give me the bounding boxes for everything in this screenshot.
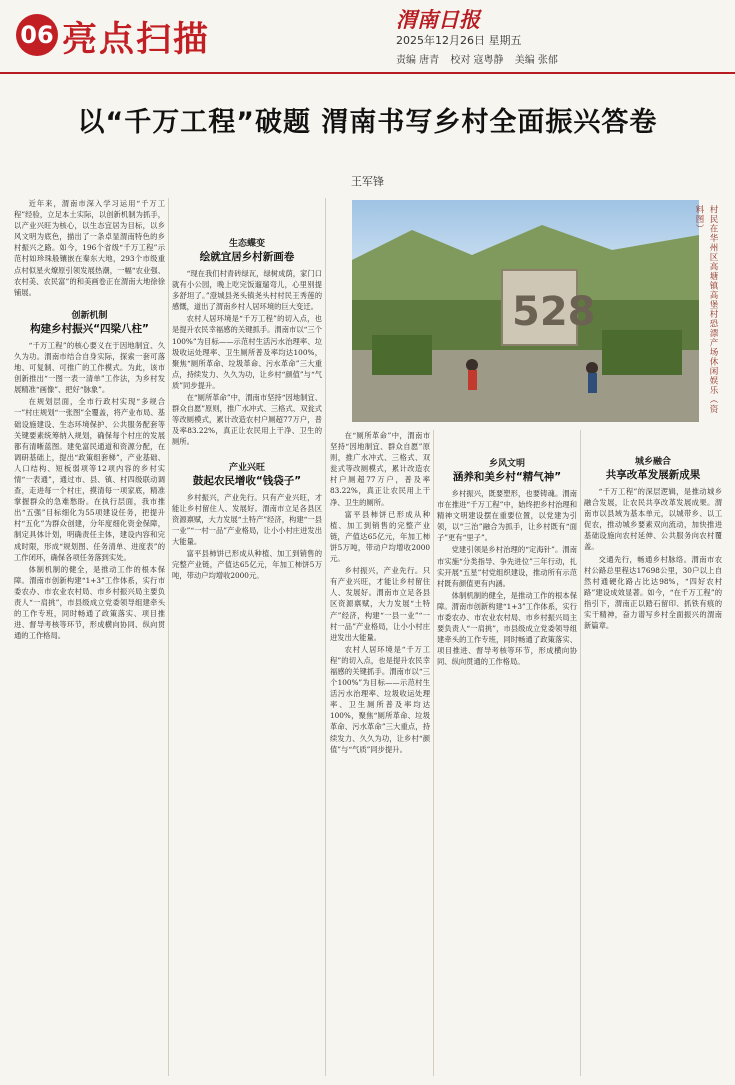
paragraph: 农村人居环境是“千万工程”的切入点，也是提升农民幸福感的关键抓手。渭南市以“三个100%”为目标——示范村生活污水治理率、垃圾收运处理率、卫生厕所普及率均达100%，聚焦“厕所革命、垃圾革命、污水革命”三大重点，持续发力、久久为功，让乡村“颜值”与“气质”同步提升。 (330, 644, 430, 754)
paragraph: 在“厕所革命”中，渭南市坚持“因地制宜、群众自愿”原则，推广水冲式、三格式、双瓮式等改厕模式，累计改造农村户厕超77万户，普及率83.22%，真正让农民用上干净、卫生的厕所。 (330, 431, 430, 507)
paragraph: 富平县柿饼已形成从种植、加工到销售的完整产业链，产值达65亿元，年加工柿饼5万吨，带动户均增收2000元。 (330, 509, 430, 564)
village-photo-illustration (352, 200, 699, 422)
photo-caption: 村民在华州区高塘镇高堡村恐漂产场休闲娱乐（资料图） (694, 205, 718, 414)
section-title-ecology: 绘就宜居乡村新画卷 (199, 251, 295, 263)
paragraph: 富平县柿饼已形成从种植、加工到销售的完整产业链，产值达65亿元，年加工柿饼5万吨，带动户均增收2000元。 (172, 548, 322, 581)
paragraph: 在规划层面，全市行政村实现“多规合一”村庄规划“一张图”全覆盖，将产业布局、基础设施建设、生态环境保护、公共服务配套等关键要素统筹纳入规划，确保每个村庄的发展都有清晰蓝图。建免富民通道和资源分配，在调研基础上，提出“政策组套梯”，产业基础、人口结构、短板弱项等12项内容的乡村实情“一表通”，通过市、县、镇、村四级联动调查，走进每一个村庄，摸清每一项家底，精准掌握群众的急难愁盼。在执行层面，我市推出“五强”目标细化为55项建设任务，把提升村“五化”为群众创建，分年度细化资金保障，制定具体计划，明确责任主体，建设内容和完成时限，形成“规划图、任务清单、进度表”的工作闭环，确保各项任务落到实处。 (14, 397, 165, 562)
paragraph: 体制机制的健全，是推动工作的根本保障。渭南市创新构建“1+3”工作体系，实行市委农办、市农业农村局、市乡村振兴局主要负责人“一肩挑”，市县级成立党委领导组建牵头的工作专班，同时畅通了政策落实、项目推进、督导考核等环节，形成横向协同、纵向贯通的工作格局。 (437, 590, 577, 667)
paragraph: 交通先行，畅通乡村脉络。渭南市农村公路总里程达17698公里，30户以上自然村通硬化路占比达98%，“四好农村路”建设成效显著。如今，“在千万工程”的指引下，渭南正以踏石留印、抓铁有痕的实干精神，奋力谱写乡村全面振兴的渭南新篇章。 (584, 554, 722, 631)
column-divider (580, 430, 581, 1076)
section-title-integration: 共享改革发展新成果 (605, 469, 701, 481)
paragraph: 农村人居环境是“千万工程”的切入点，也是提升农民幸福感的关键抓手。渭南市以“三个100%”为目标——示范村生活污水治理率、垃圾收运处理率、卫生厕所普及率均达100%，聚焦“厕所革命、垃圾革命、污水革命”三大重点，持续发力、久久为功，让乡村“颜值”与“气质”同步提升。 (172, 314, 322, 390)
editor-credits (396, 51, 566, 66)
section-title-industry: 鼓起农民增收“钱袋子” (192, 474, 302, 487)
paragraph: 乡村振兴，产业先行。只有产业兴旺，才能让乡村留住人、发展好。渭南市立足各县区资源禀赋，大力发展“土特产”经济，构建“一县一业”“一村一品”产业格局，让小小村庄迸发出大能量。 (330, 566, 430, 642)
paragraph: 党建引领是乡村治理的“定海针”。渭南市实施“分类指导、争先进位”三年行动，扎实开展“五星”村党组织建设，推动所有示范村既有颜值更有内涵。 (437, 545, 577, 588)
paragraph: 在“厕所革命”中，渭南市坚持“因地制宜、群众自愿”原则，推广水冲式、三格式、双瓮式等改厕模式，累计改造农村户厕超77万户，普及率83.22%，真正让农民用上干净、卫生的厕所。 (172, 393, 322, 447)
masthead (0, 0, 735, 74)
article-headline: 以“千万工程”破题 渭南书写乡村全面振兴答卷 (77, 107, 658, 138)
paragraph: “现在我们村青砖绿瓦，绿树成荫，家门口就有小公园，晚上吃完饭遛遛弯儿，心里别提多舒坦了。”澄城县尧头镇尧头村村民王秀莲的感慨，道出了渭南乡村人居环境的巨大变迁。 (172, 269, 322, 312)
editor-credit: 校对 寇粤静 (450, 55, 504, 66)
editor-credit: 责编 唐青 (396, 55, 440, 66)
column-5 (584, 448, 722, 1078)
paragraph: 体制机制的健全，是推动工作的根本保障。渭南市创新构建“1+3”工作体系，实行市委农办、市农业农村局、市乡村振兴局主要负责人“一肩挑”，市县级成立党委领导组建牵头的工作专班，同时畅通了政策落实、项目推进、督导考核等环节，形成横向协同、纵向贯通的工作格局。 (14, 564, 165, 641)
section-title-mechanism: 构建乡村振兴“四梁八柱” (30, 322, 149, 335)
column-3 (330, 430, 430, 1078)
section-lead-integration: 城乡融合 (634, 457, 671, 467)
column-divider (433, 430, 434, 1076)
section-lead-civilization: 乡风文明 (488, 459, 525, 469)
section-lead-industry: 产业兴旺 (228, 462, 265, 473)
newspaper-logo: 渭南日报 (396, 7, 480, 32)
paragraph: “千万工程”的深层逻辑，是推动城乡融合发展，让农民共享改革发展成果。渭南市以县域为基本单元，以城带乡、以工促农，推动城乡要素双向流动，加快推进基础设施向农村延伸、公共服务向农村覆盖。 (584, 487, 722, 552)
column-2 (172, 232, 322, 1078)
column-4 (437, 452, 577, 1078)
article-intro: 近年来，渭南市深入学习运用“千万工程”经验，立足本土实际，以创新机制为抓手，以产业兴旺为核心，以生态宜居为目标，以乡风文明为底色，描出了一条卓显渭南特色的乡村振兴之路。如今，196个省级“千万工程”示范村如珍珠般镶嵌在秦东大地，293个市级重点村似星火燎原引领发展热潮，一幅“农业强、农村美、农民富”的和美画卷正在渭南大地徐徐铺展。 (14, 199, 165, 297)
section-title: 亮点扫描 (62, 20, 211, 60)
paragraph: “千万工程”的核心要义在于因地制宜、久久为功。渭南市结合自身实际，探索一套可落地、可复制、可推广的工作模式。为此，该市创新推出“一图一表一清单”工作法，为乡村发展精准“画像”、把好“脉象”。 (14, 340, 165, 395)
column-1 (14, 198, 165, 1078)
section-title-civilization: 涵养和美乡村“精气神” (452, 471, 562, 483)
village-photo (352, 200, 699, 422)
page-number-badge: 06 (16, 14, 58, 56)
svg-text:528: 528 (512, 289, 596, 335)
column-divider (168, 198, 169, 1076)
paragraph: 乡村振兴，既要塑形，也要铸魂。渭南市在推进“千万工程”中，始终把乡村治理和精神文明建设摆在重要位置，以党建为引领，以“三治”融合为抓手，让乡村既有“面子”更有“里子”。 (437, 489, 577, 543)
section-lead-mechanism: 创新机制 (71, 310, 108, 321)
column-divider (325, 198, 326, 1076)
section-lead-ecology: 生态蝶变 (228, 239, 265, 249)
article-byline: 王军锋 (351, 175, 384, 188)
editor-credit: 美编 张郁 (514, 55, 558, 66)
paragraph: 乡村振兴，产业先行。只有产业兴旺，才能让乡村留住人、发展好。渭南市立足各县区资源禀赋，大力发展“土特产”经济，构建“一县一业”“一村一品”产业格局，让小小村庄迸发出大能量。 (172, 492, 322, 546)
issue-date: 2025年12月26日 星期五 (396, 34, 522, 47)
